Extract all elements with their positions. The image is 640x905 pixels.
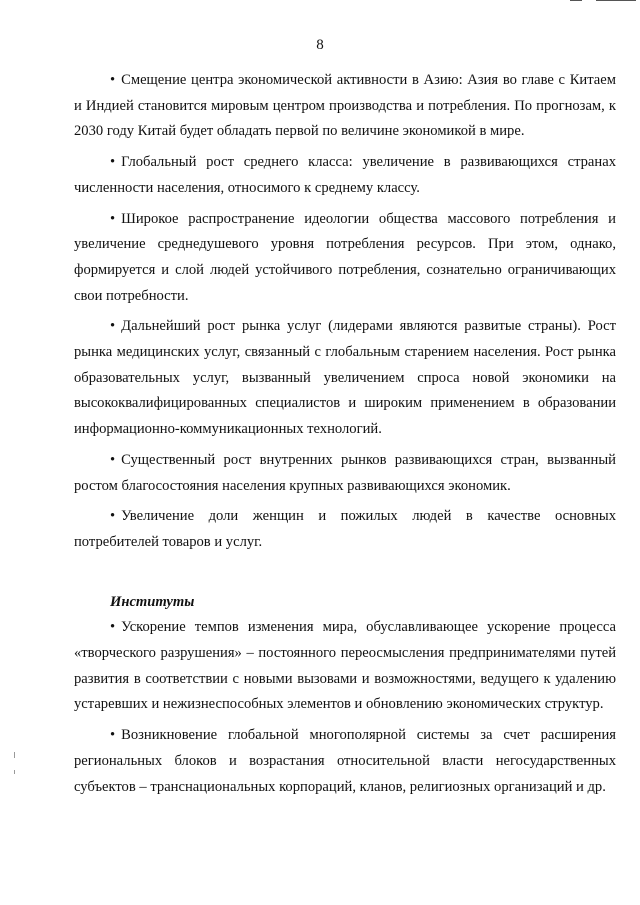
section-spacer [74,556,616,590]
bullet-paragraph [74,207,616,310]
paragraph-text: Существенный рост внутренних рынков развивающихся стран, вызванный ростом благосостояния населения крупных развивающихся экономик. [74,451,616,494]
bullet-icon: • [110,72,116,88]
bullet-paragraph [74,615,616,718]
paragraph-text: Увеличение доли женщин и пожилых людей в качестве основных потребителей товаров и услуг. [74,508,616,550]
scan-margin-mark [14,770,15,774]
bullet-paragraph [74,504,616,555]
bullet-icon: • [110,727,116,744]
paragraph-text: Ускорение темпов изменения мира, обуславливающее ускорение процесса «творческого разрушения» – постоянного переосмысления предпринимателями путей развития в соответствии с новыми вызовами и возможностями, ведущего к удалению устаревших и нежизнеспособных элементов и обновлению экономических структур. [74,619,616,713]
paragraph-text: Дальнейший рост рынка услуг (лидерами являются развитые страны). Рост рынка медицинских услуг, связанный с глобальным старением населения. Рост рынка образовательных услуг, вызванный увеличением спроса новой экономики на высококвалифицированных специалистов и широким применением в образовании информационно-коммуникационных технологий. [74,318,616,438]
bullet-paragraph [74,314,616,443]
paragraph-text: Глобальный рост среднего класса: увеличение в развивающихся странах численности населения, относимого к среднему классу. [74,154,616,196]
section-heading: Институты [110,593,195,610]
bullet-icon: • [110,318,116,335]
bullet-paragraph [74,150,616,201]
paragraph-text: Широкое распространение идеологии общества массового потребления и увеличение среднедушевого уровня потребления ресурсов. При этом, однако, формируется и слой людей устойчивого потребления, сознательно ограничивающих свои потребности. [74,210,616,304]
bullet-icon: • [110,154,116,171]
bullet-icon: • [110,619,116,636]
bullet-paragraph [74,68,616,145]
paragraph-text: Смещение центра экономической активности в Азию: Азия во главе с Китаем и Индией становится мировым центром производства и потребления. По прогнозам, к 2030 году Китай будет обладать первой по величине экономикой в мире. [74,72,616,140]
bullet-icon: • [110,210,116,227]
bullet-icon: • [110,508,116,525]
document-body [74,68,616,800]
scan-edge-mark [570,0,582,1]
bullet-paragraph [74,448,616,499]
page-number: 8 [316,37,324,53]
paragraph-text: Возникновение глобальной многополярной системы за счет расширения региональных блоков и возрастания относительной власти негосударственных субъектов – транснациональных корпораций, кланов, религиозных организаций и др. [74,727,616,795]
scan-edge-mark [596,0,636,1]
bullet-icon: • [110,451,116,468]
bullet-paragraph [74,723,616,800]
scan-margin-mark [14,752,15,758]
